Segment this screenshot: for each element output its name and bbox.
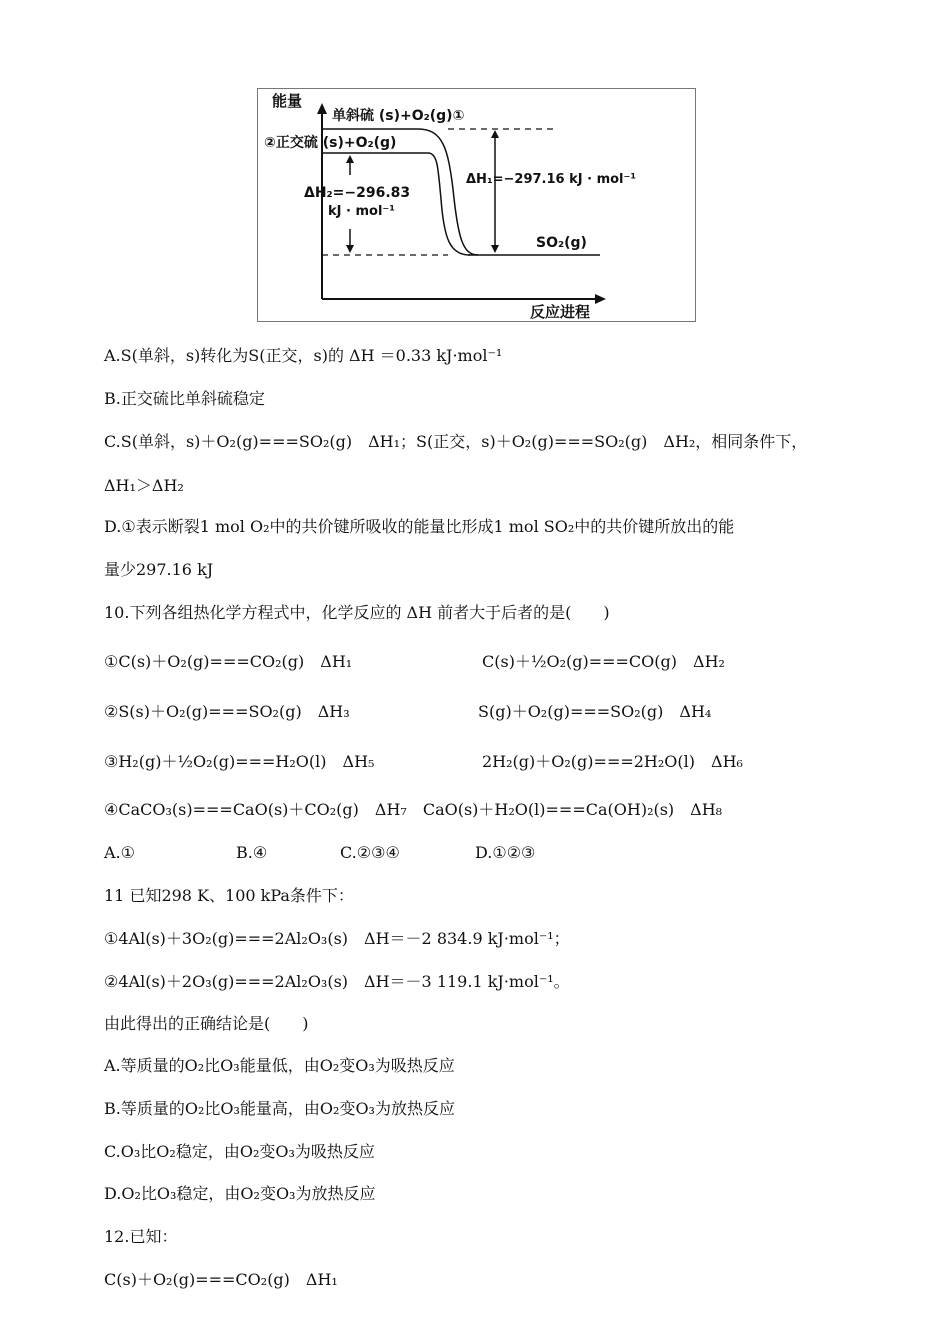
- q11-conclusion: 由此得出的正确结论是( ): [104, 1014, 309, 1033]
- energy-axis-label: 能量: [272, 92, 303, 110]
- q11-option-c: C.O₃比O₂稳定，由O₂变O₃为吸热反应: [104, 1142, 375, 1161]
- energy-diagram-svg: [258, 89, 695, 321]
- monoclinic-curve: [418, 129, 478, 255]
- monoclinic-label: 单斜硫 (s)+O₂(g)①: [332, 108, 465, 124]
- q9-option-d-line1: D.①表示断裂1 mol O₂中的共价键所吸收的能量比形成1 mol SO₂中的共价键所放出的能: [104, 517, 735, 536]
- q10-r4: ④CaCO₃(s)===CaO(s)＋CO₂(g) ΔH₇ CaO(s)＋H₂O(l)===Ca(OH)₂(s) ΔH₈: [104, 800, 723, 819]
- q9-option-a: A.S(单斜，s)转化为S(正交，s)的 ΔH ＝0.33 kJ·mol⁻¹: [104, 346, 503, 365]
- q12-stem: 12.已知：: [104, 1227, 178, 1246]
- q10-stem: 10.下列各组热化学方程式中，化学反应的 ΔH 前者大于后者的是( ): [104, 603, 610, 622]
- q10-option-d: D.①②③: [475, 843, 536, 862]
- q10-r2-right: S(g)＋O₂(g)===SO₂(g) ΔH₄: [478, 702, 712, 721]
- so2-label: SO₂(g): [536, 235, 587, 251]
- q11-option-b: B.等质量的O₂比O₃能量高，由O₂变O₃为放热反应: [104, 1099, 455, 1118]
- q9-option-c-line2: ΔH₁＞ΔH₂: [104, 476, 184, 495]
- progress-axis-arrow: [595, 294, 606, 304]
- q9-option-d-line2: 量少297.16 kJ: [104, 560, 214, 579]
- q10-r1-right: C(s)＋½O₂(g)===CO(g) ΔH₂: [482, 652, 725, 671]
- dh1-arrowhead-top: [491, 130, 499, 138]
- dh2-arrowhead-bottom: [346, 245, 354, 253]
- q10-r3-left: ③H₂(g)＋½O₂(g)===H₂O(l) ΔH₅: [104, 752, 375, 771]
- q11-option-a: A.等质量的O₂比O₃能量低，由O₂变O₃为吸热反应: [104, 1056, 455, 1075]
- q10-option-c: C.②③④: [340, 843, 400, 862]
- q10-r3-right: 2H₂(g)＋O₂(g)===2H₂O(l) ΔH₆: [482, 752, 743, 771]
- orthorhombic-label: ②正交硫 (s)+O₂(g): [264, 135, 397, 151]
- energy-diagram: [257, 88, 696, 322]
- q11-eq2: ②4Al(s)＋2O₃(g)===2Al₂O₃(s) ΔH＝－3 119.1 kJ·mol⁻¹。: [104, 972, 570, 991]
- q11-eq1: ①4Al(s)＋3O₂(g)===2Al₂O₃(s) ΔH＝－2 834.9 kJ·mol⁻¹；: [104, 929, 570, 948]
- q10-option-b: B.④: [236, 843, 268, 862]
- q11-stem: 11 已知298 K、100 kPa条件下：: [104, 886, 354, 905]
- progress-axis-label: 反应进程: [530, 303, 591, 321]
- orthorhombic-curve: [428, 153, 470, 255]
- dh1-arrowhead-bottom: [491, 245, 499, 253]
- dh2-label-line1: ΔH₂=−296.83: [304, 185, 411, 201]
- q9-option-b: B.正交硫比单斜硫稳定: [104, 389, 265, 408]
- dh2-arrowhead-top: [346, 155, 354, 163]
- energy-axis-arrow: [317, 103, 327, 114]
- dh2-label-line2: kJ · mol⁻¹: [328, 204, 395, 219]
- q10-r1-left: ①C(s)＋O₂(g)===CO₂(g) ΔH₁: [104, 652, 353, 671]
- q12-eq1: C(s)＋O₂(g)===CO₂(g) ΔH₁: [104, 1270, 338, 1289]
- q10-option-a: A.①: [104, 843, 135, 862]
- q10-r2-left: ②S(s)＋O₂(g)===SO₂(g) ΔH₃: [104, 702, 350, 721]
- dh1-label: ΔH₁=−297.16 kJ · mol⁻¹: [466, 172, 637, 187]
- q9-option-c-line1: C.S(单斜，s)＋O₂(g)===SO₂(g) ΔH₁；S(正交，s)＋O₂(g)===SO₂(g) ΔH₂，相同条件下，: [104, 432, 808, 451]
- q11-option-d: D.O₂比O₃稳定，由O₂变O₃为放热反应: [104, 1184, 376, 1203]
